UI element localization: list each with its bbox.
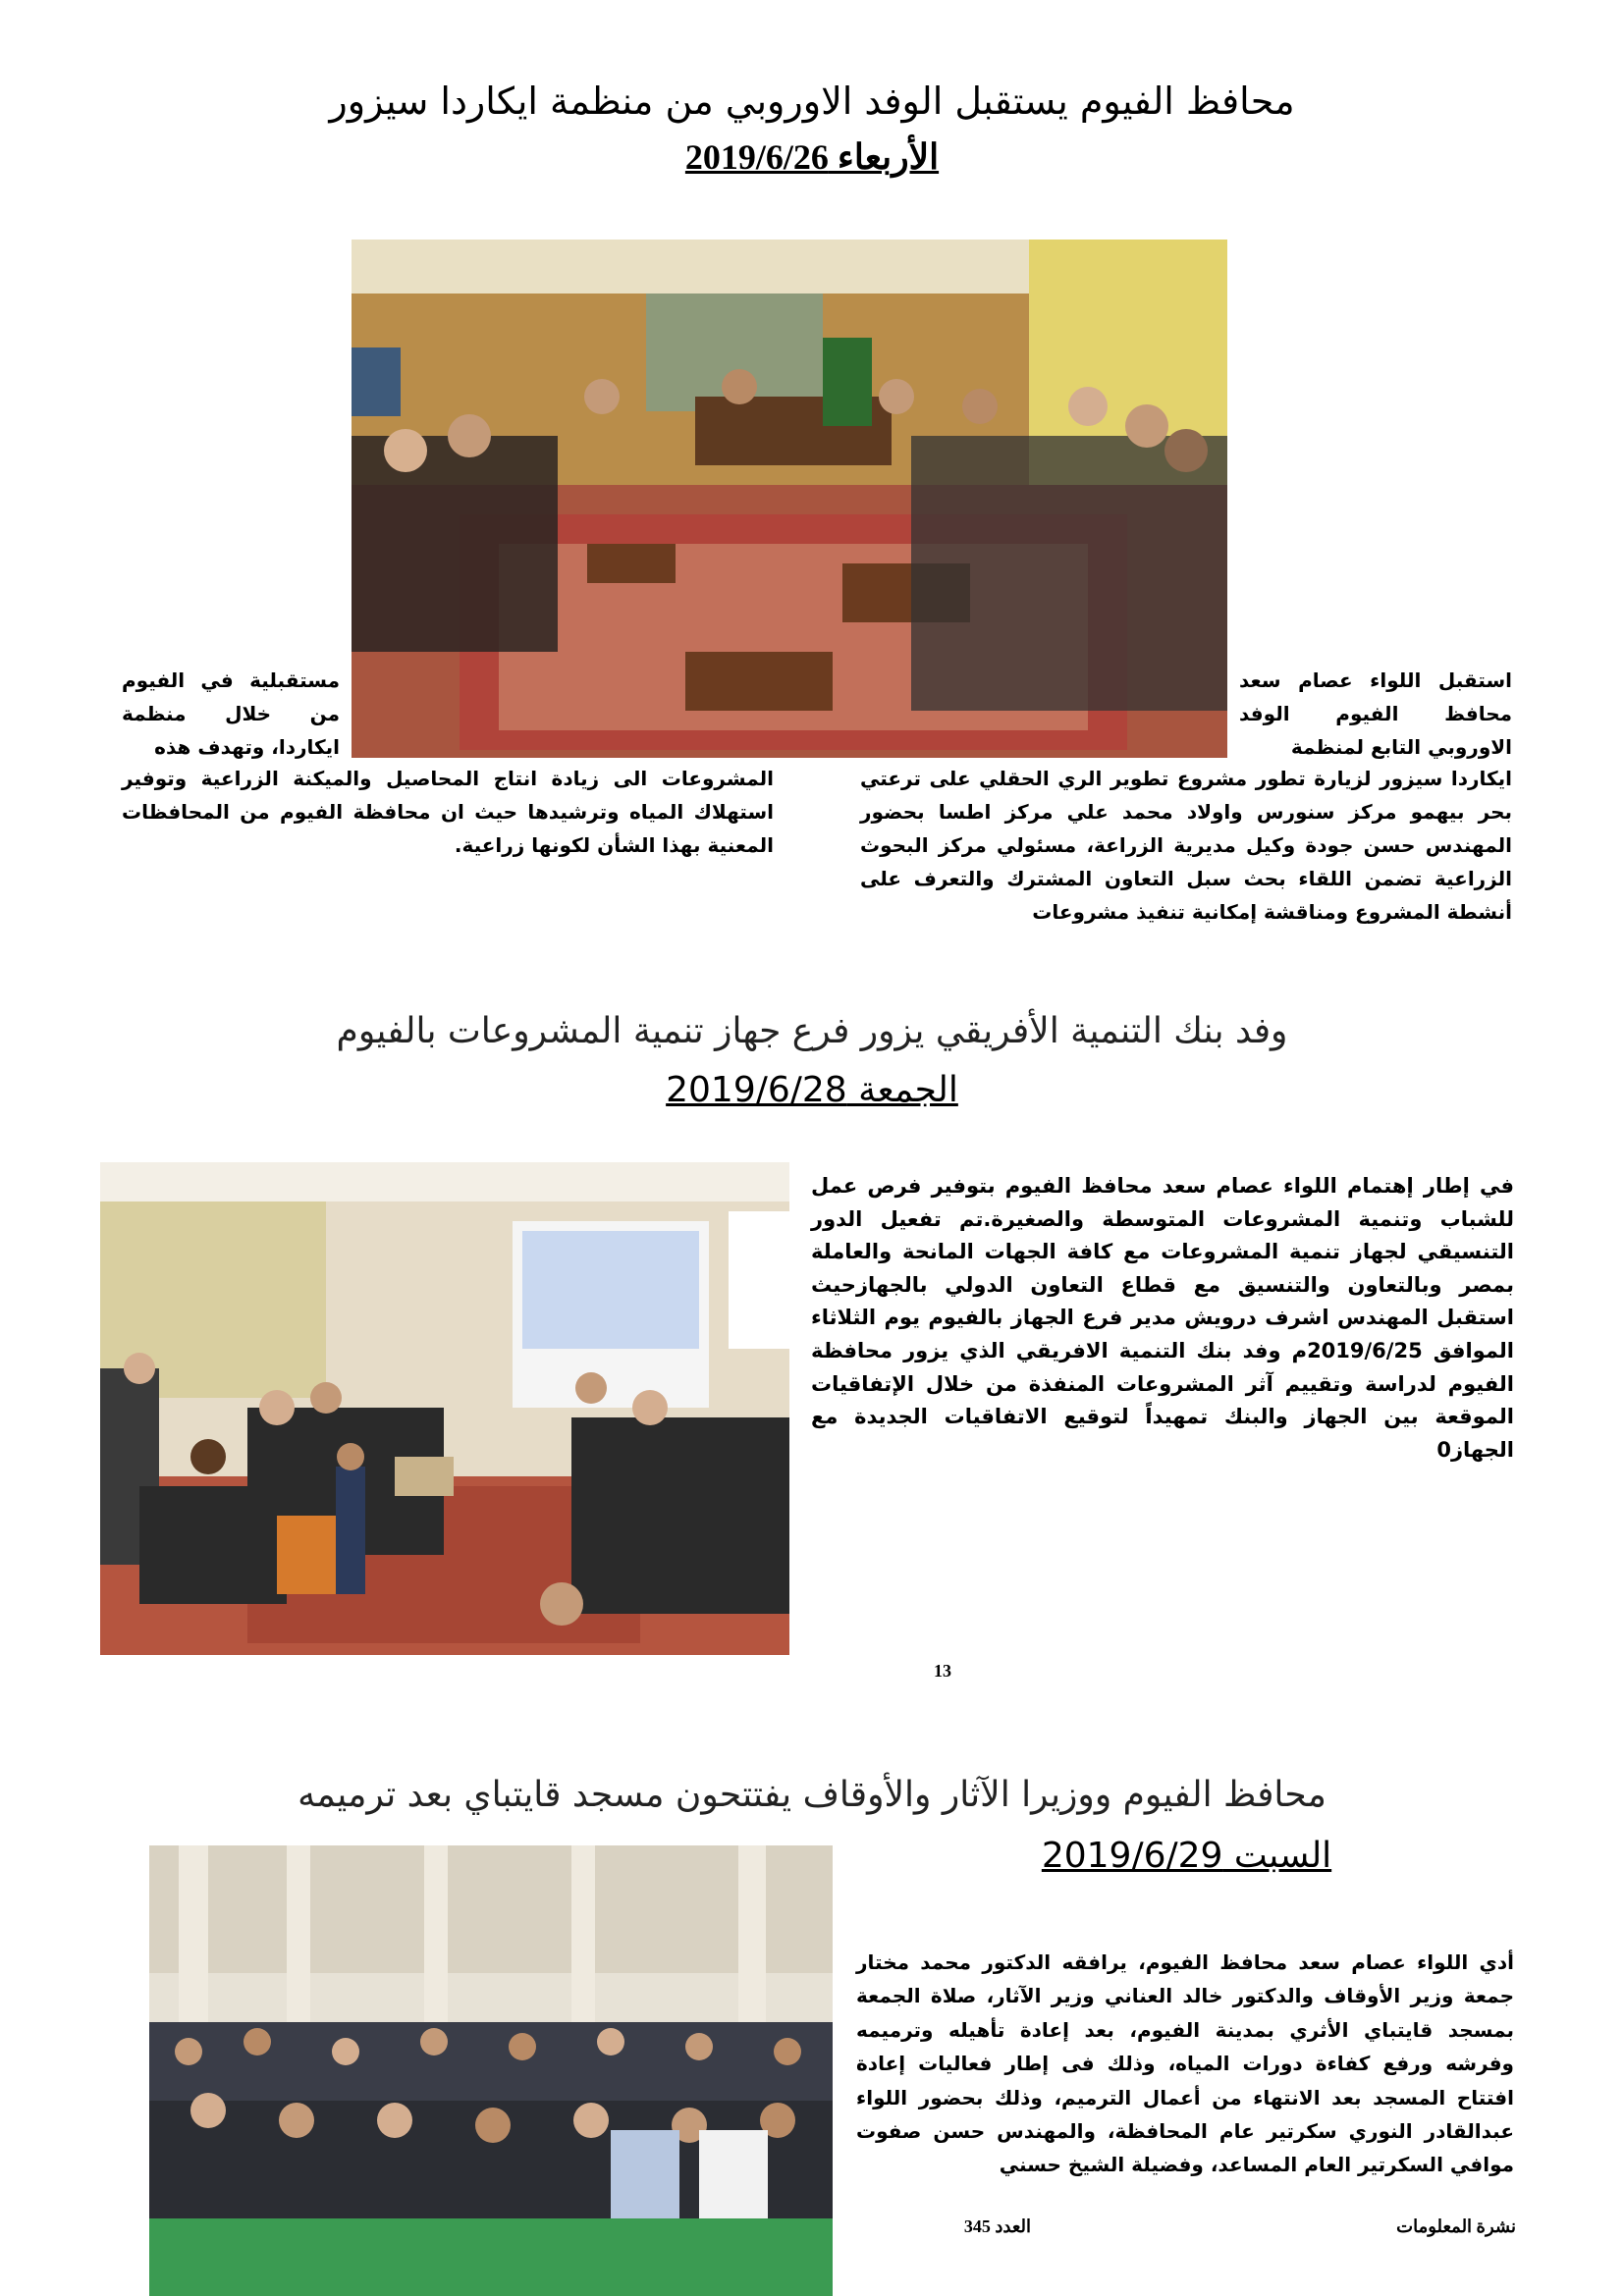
article1-right-narrow: استقبل اللواء عصام سعد محافظ الفيوم الوفد الاوروبي التابع لمنظمة (1239, 668, 1512, 759)
article2-body: في إطار إهتمام اللواء عصام سعد محافظ الفيوم بتوفير فرص عمل للشباب وتنمية المشروعات المتوسطة والصغيرة.تم تفعيل الدور التنسيقي لجهاز تنمية المشروعات مع كافة الجهات المانحة والعاملة بمصر وبالتعاون والتنسيق مع قطاع التعاون الدولي بالجهازحيث استقبل المهندس اشرف درويش مدير فرع الجهاز بالفيوم يوم الثلاثاء الموافق 2019/6/25م وفد بنك التنمية الافريقي الذي يزور محافظة الفيوم لدراسة وتقييم آثر المشروعات المنفذة من خلال الإتفاقيات الموقعة بين الجهاز والبنك تمهيداً لتوقيع الاتفاقيات الجديدة مع الجهاز0 (811, 1174, 1514, 1462)
article3-title: محافظ الفيوم ووزيرا الآثار والأوقاف يفتتحون مسجد قايتباي بعد ترميمه (298, 1775, 1326, 1815)
article1-title: محافظ الفيوم يستقبل الوفد الاوروبي من منظمة ايكاردا سيزور (329, 80, 1295, 123)
article3-mosque-photo (149, 1845, 833, 2296)
article2-presentation-photo (100, 1162, 789, 1655)
article1-meeting-photo (352, 240, 1227, 758)
article1-date: الأربعاء 2019/6/26 (684, 137, 940, 177)
page-number: 13 (934, 1661, 951, 1681)
footer-publication: نشرة المعلومات (1396, 2216, 1516, 2236)
article1-left-column: المشروعات الى زيادة انتاج المحاصيل والميكنة الزراعية وتوفير استهلاك المياه وترشيدها حيث ان محافظة الفيوم من المحافظات المعنية بهذا الشأن لكونها زراعية. (122, 767, 774, 857)
article2-date: الجمعة 2019/6/28 (666, 1070, 958, 1110)
article3-body: أدي اللواء عصام سعد محافظ الفيوم، يرافقه الدكتور محمد مختار جمعة وزير الأوقاف والدكتور خالد العناني وزير الآثار، صلاة الجمعة بمسجد قايتباي الأثري بمدينة الفيوم، بعد إعادة تأهيله وترميمه وفرشه ورفع كفاءة دورات المياه، وذلك فى إطار فعاليات إعادة افتتاح المسجد بعد الانتهاء من أعمال الترميم، وذلك بحضور اللواء عبدالقادر النوري سكرتير عام المحافظة، والمهندس حسن صفوت موافي السكرتير العام المساعد، وفضيلة الشيخ حسني (856, 1950, 1514, 2177)
article3-date: السبت 2019/6/29 (1041, 1836, 1332, 1876)
article1-left-narrow: مستقبلية في الفيوم من خلال منظمة ايكاردا، وتهدف هذه (122, 668, 340, 759)
article1-right-column: ايكاردا سيزور لزيارة تطور مشروع تطوير الري الحقلي على ترعتي بحر بيهمو مركز سنورس واولاد محمد علي مركز اطسا بحضور المهندس حسن جودة وكيل مديرية الزراعة، مسئولي مركز البحوث الزراعية تضمن اللقاء بحث سبل التعاون المشترك والتعرف على أنشطة المشروع ومناقشة إمكانية تنفيذ مشروعات (860, 767, 1512, 924)
footer-issue: العدد 345 (963, 2216, 1031, 2236)
article2-title: وفد بنك التنمية الأفريقي يزور فرع جهاز تنمية المشروعات بالفيوم (336, 1011, 1288, 1051)
